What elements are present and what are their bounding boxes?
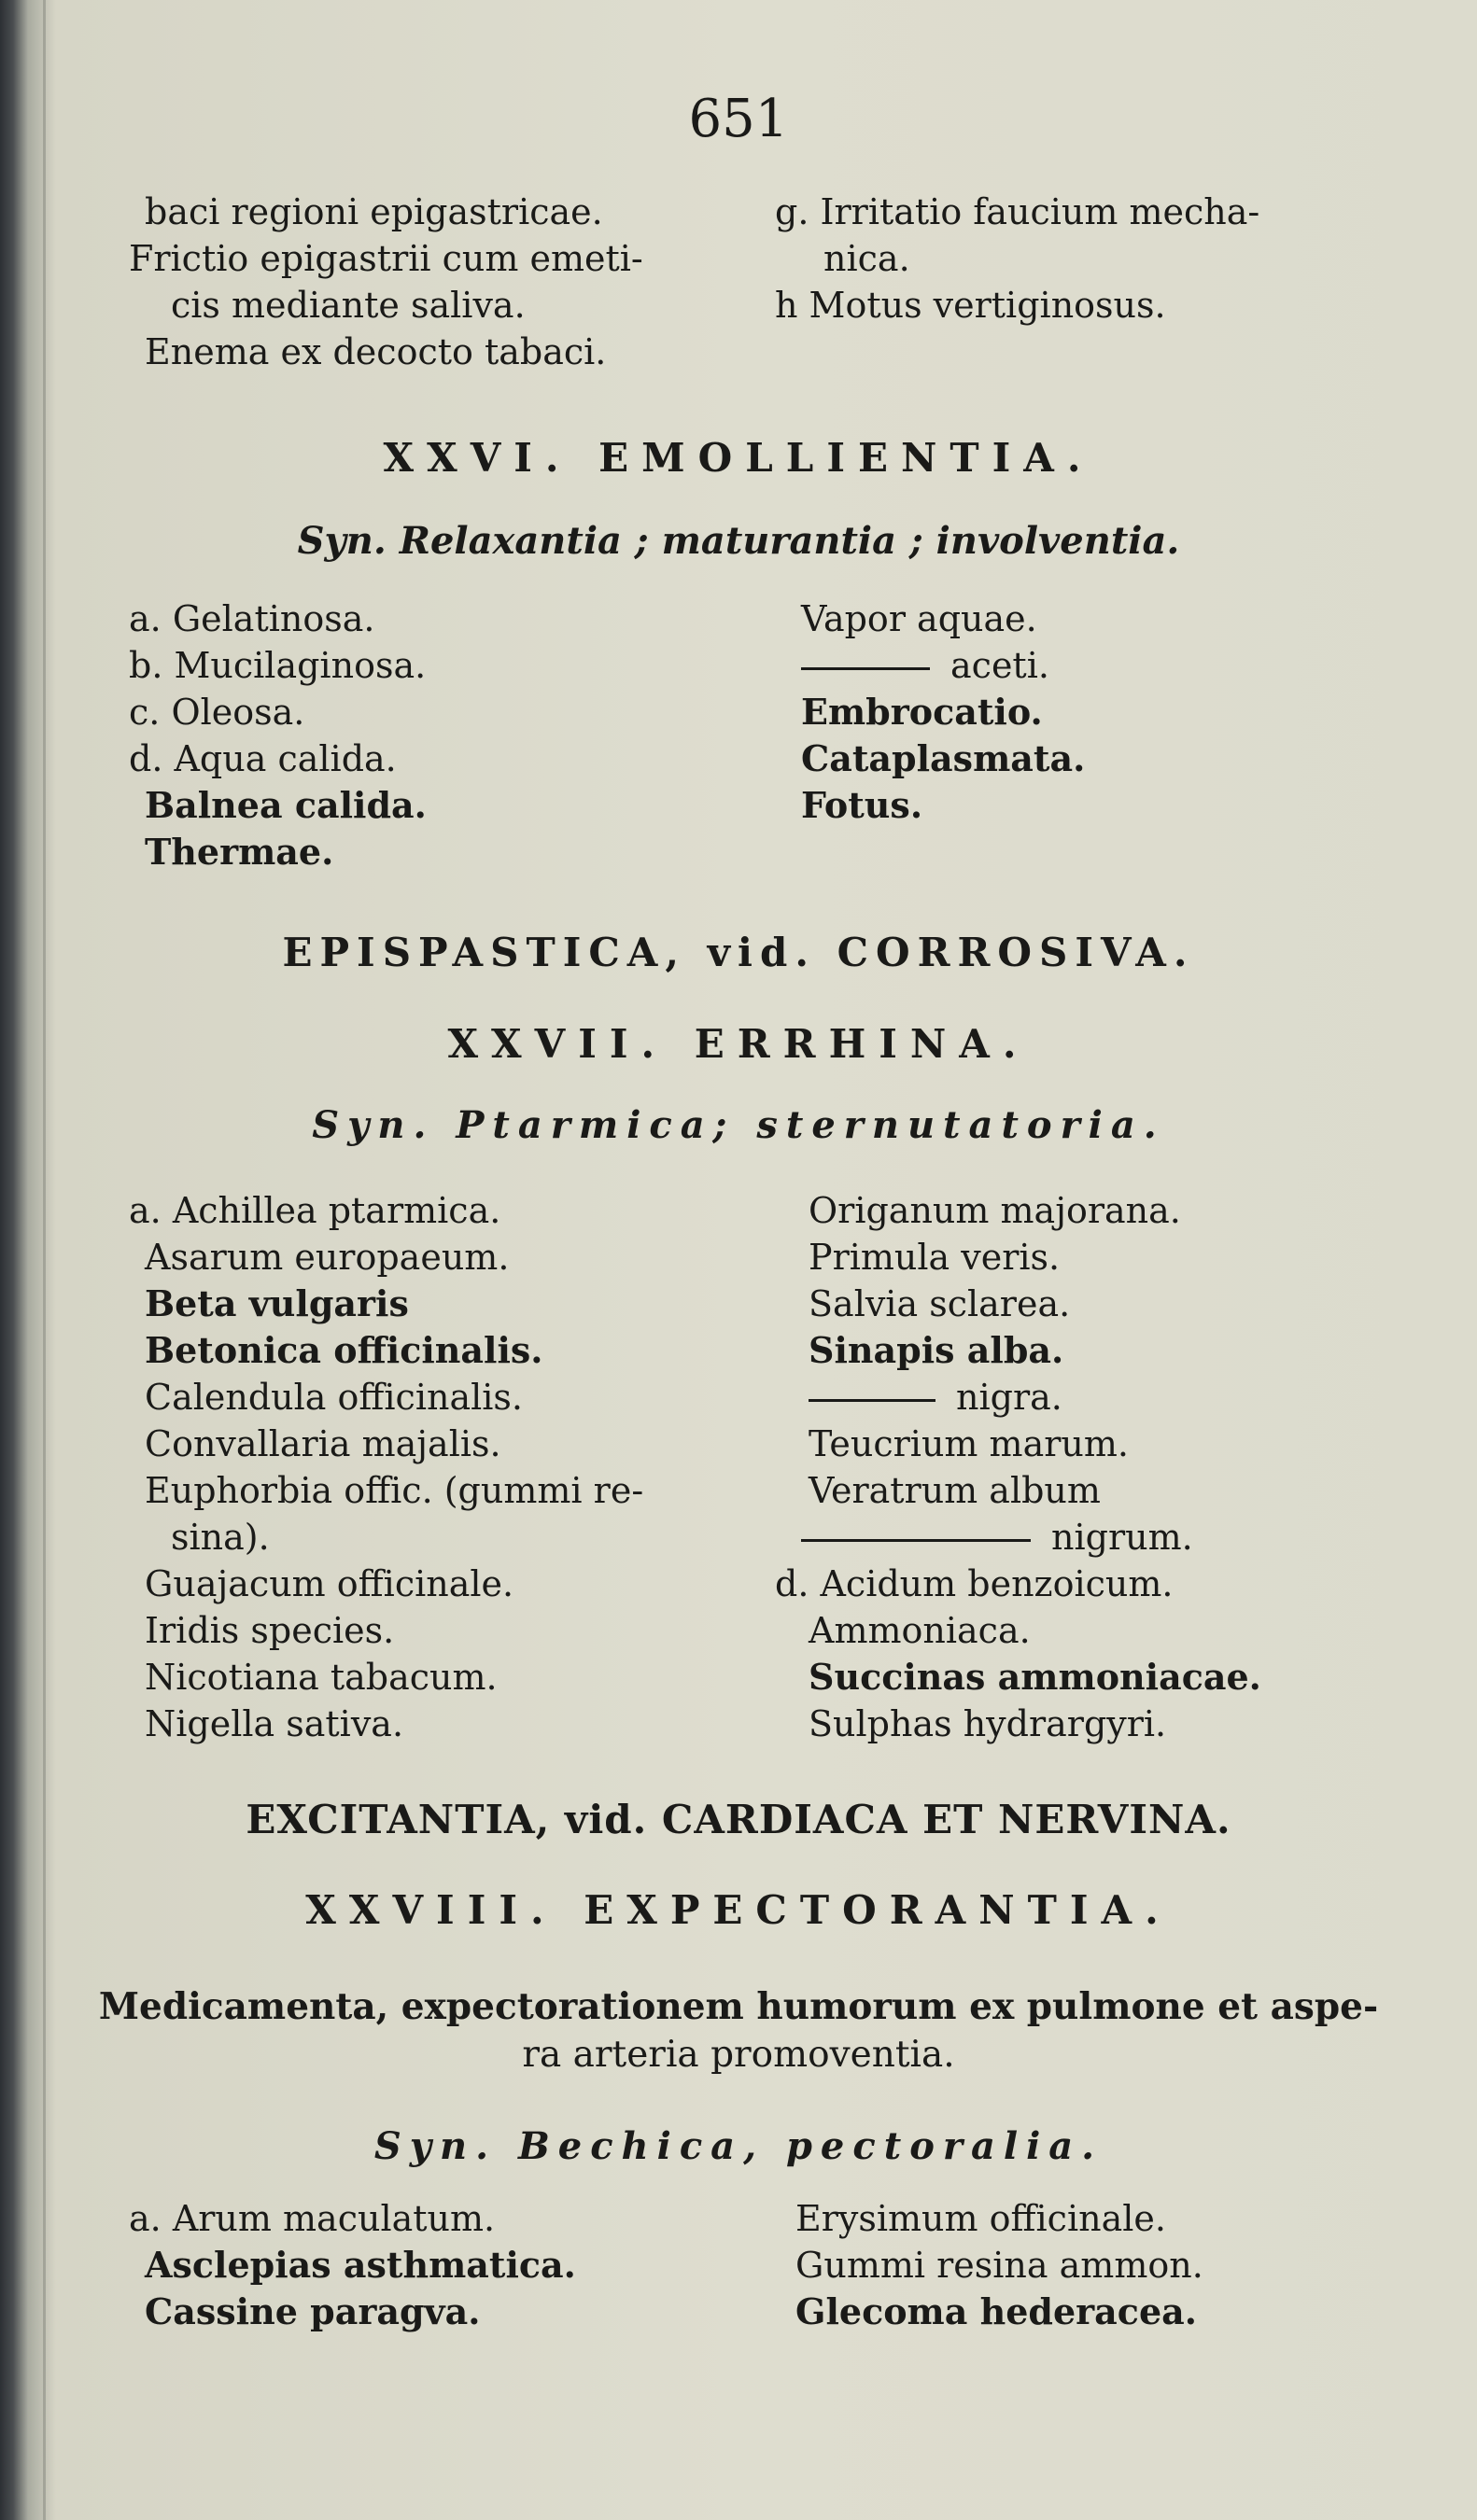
list-item: Vapor aquae.	[801, 598, 1037, 639]
list-item: Beta vulgaris	[145, 1282, 409, 1324]
list-item: Calendula officinalis.	[145, 1377, 524, 1418]
list-item: Asclepias asthmatica.	[145, 2244, 576, 2286]
list-item: Ammoniaca.	[809, 1610, 1031, 1651]
list-item: Cataplasmata.	[801, 737, 1086, 779]
list-item: Nicotiana tabacum.	[145, 1657, 498, 1698]
text-line: cis mediante saliva.	[171, 285, 526, 326]
list-item: Fotus.	[801, 784, 923, 826]
list-item: aceti.	[801, 642, 1049, 689]
ditto-dash	[801, 1539, 1031, 1542]
list-item: Asarum europaeum.	[145, 1237, 510, 1278]
list-item: Sinapis alba.	[809, 1329, 1064, 1371]
section-title: XXVIII. EXPECTORANTIA.	[305, 1887, 1172, 1933]
list-item: Salvia sclarea.	[809, 1283, 1071, 1324]
list-item: Nigella sativa.	[145, 1703, 404, 1744]
list-item: a. Arum maculatum.	[129, 2198, 496, 2239]
list-item: Teucrium marum.	[809, 1423, 1129, 1464]
list-item: nigra.	[809, 1374, 1062, 1421]
list-item: a. Achillea ptarmica.	[129, 1190, 501, 1231]
list-item: Guajacum officinale.	[145, 1563, 514, 1604]
list-item: Glecoma hederacea.	[795, 2290, 1197, 2332]
section-description: ra arteria promoventia.	[522, 2034, 955, 2076]
text-line: Enema ex decocto tabaci.	[145, 331, 607, 372]
list-item: Betonica officinalis.	[145, 1329, 543, 1371]
text-line: nica.	[823, 238, 910, 279]
page-number: 651	[688, 89, 789, 149]
cross-reference: EPISPASTICA, vid. CORROSIVA.	[282, 930, 1195, 975]
list-item: Iridis species.	[145, 1610, 395, 1651]
synonyms: Syn. Ptarmica; sternutatoria.	[312, 1103, 1165, 1147]
section-title: XXVII. ERRHINA.	[447, 1021, 1030, 1067]
list-item: b. Mucilaginosa.	[129, 645, 427, 686]
list-item: Veratrum album	[809, 1470, 1101, 1511]
ditto-dash	[809, 1399, 935, 1402]
list-item: Cassine paragva.	[145, 2290, 481, 2332]
list-item: Origanum majorana.	[809, 1190, 1181, 1231]
text-line: Frictio epigastrii cum emeti-	[129, 238, 643, 279]
list-item: Erysimum officinale.	[795, 2198, 1166, 2239]
cross-reference: EXCITANTIA, vid. CARDIACA ET NERVINA.	[246, 1797, 1231, 1842]
section-title: XXVI. EMOLLIENTIA.	[383, 435, 1094, 481]
list-item: Succinas ammoniacae.	[809, 1656, 1261, 1698]
list-item: sina).	[171, 1517, 270, 1558]
text-line: g. Irritatio faucium mecha-	[775, 191, 1260, 232]
ditto-dash	[801, 667, 930, 670]
list-item: Euphorbia offic. (gummi re-	[145, 1470, 644, 1511]
list-item: d. Acidum benzoicum.	[775, 1563, 1174, 1604]
list-item: a. Gelatinosa.	[129, 598, 375, 639]
list-item: d. Aqua calida.	[129, 738, 397, 779]
list-item: Sulphas hydrargyri.	[809, 1703, 1167, 1744]
synonyms: Syn. Bechica, pectoralia.	[373, 2124, 1104, 2168]
section-description: Medicamenta, expectorationem humorum ex pulmone et aspe-	[98, 1985, 1379, 2028]
text-line: h Motus vertiginosus.	[775, 285, 1166, 326]
synonyms: Syn. Relaxantia ; maturantia ; involventia.	[297, 519, 1180, 563]
list-item: Convallaria majalis.	[145, 1423, 501, 1464]
list-item: Thermae.	[145, 831, 334, 873]
list-item: Gummi resina ammon.	[795, 2245, 1203, 2286]
list-item: c. Oleosa.	[129, 692, 305, 733]
list-item: nigrum.	[801, 1514, 1193, 1561]
text-line: baci regioni epigastricae.	[145, 191, 603, 232]
list-item: Balnea calida.	[145, 784, 427, 826]
list-item: Embrocatio.	[801, 691, 1043, 733]
list-item: Primula veris.	[809, 1237, 1061, 1278]
